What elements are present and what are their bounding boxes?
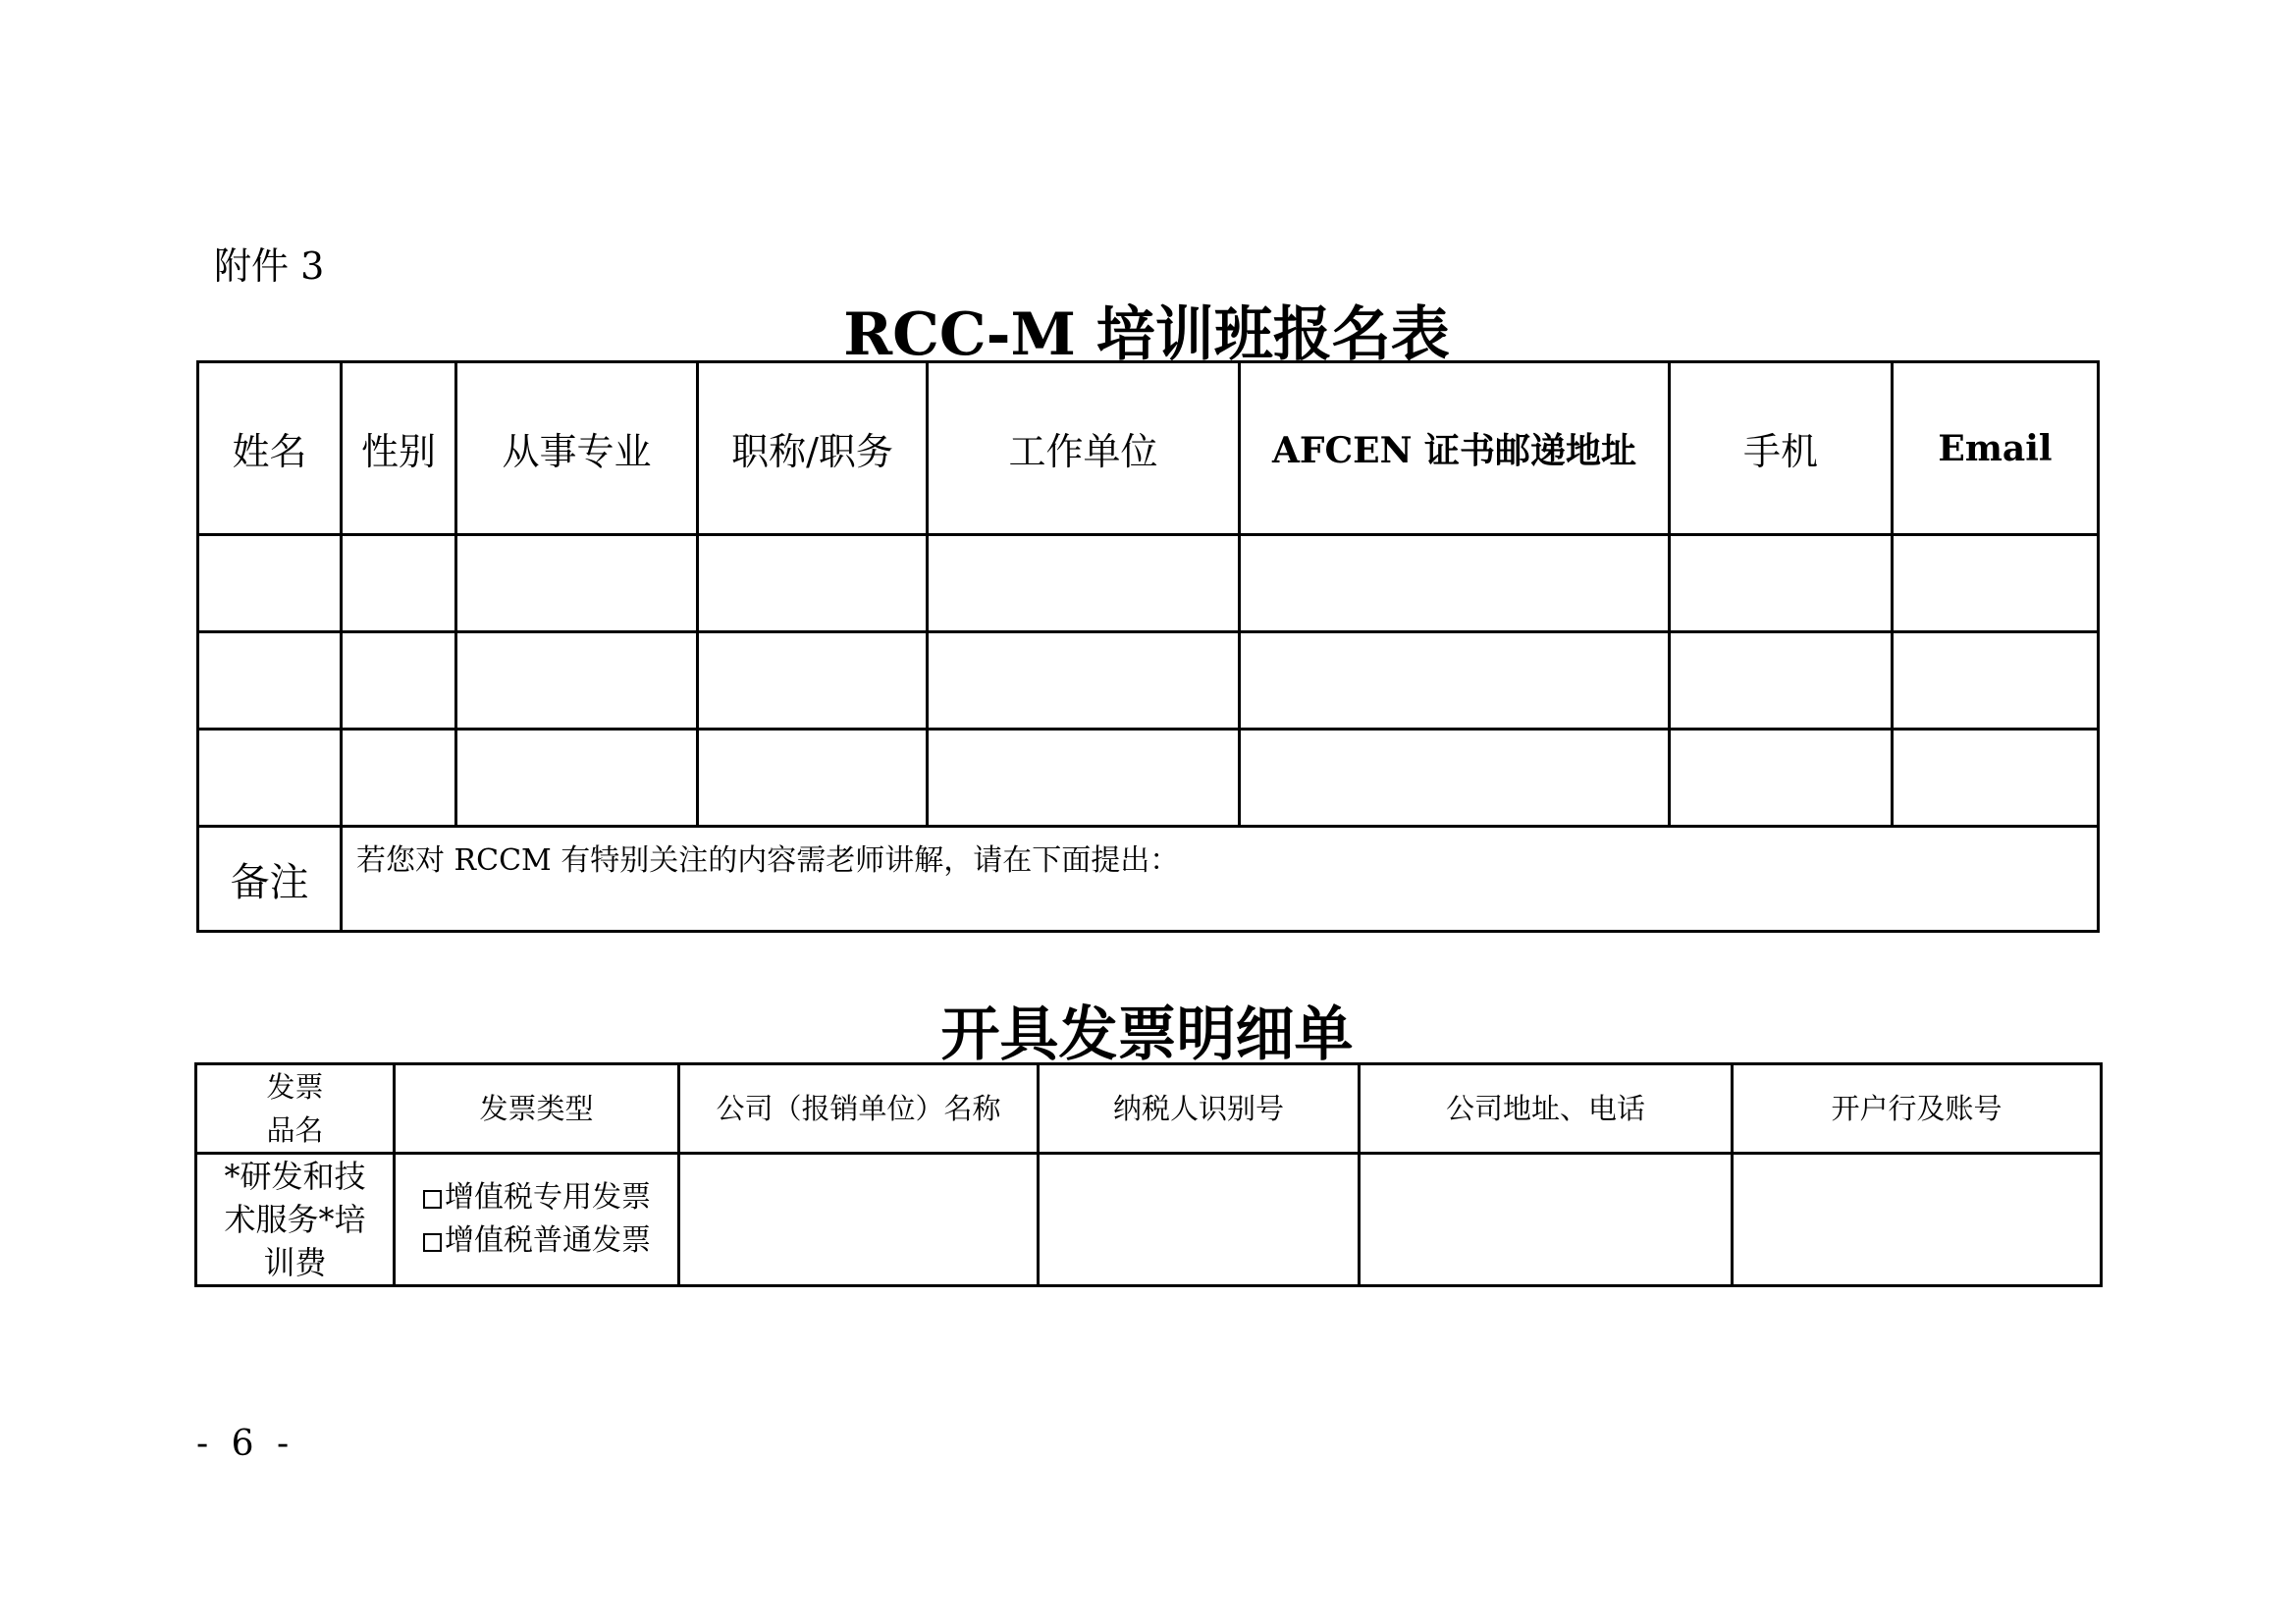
taxpayer-id-cell[interactable] bbox=[1039, 1154, 1360, 1286]
special-vat-invoice-label: 增值税专用发票 bbox=[445, 1180, 651, 1215]
remarks-prompt: 若您对 RCCM 有特别关注的内容需老师讲解，请在下面提出： bbox=[356, 843, 1180, 878]
invoice-table bbox=[194, 1062, 2103, 1287]
invoice-item-line: 训费 bbox=[263, 1244, 327, 1281]
employer-cell[interactable] bbox=[928, 632, 1240, 730]
title-position-cell[interactable] bbox=[698, 730, 928, 827]
header-specialty: 从事专业 bbox=[456, 362, 698, 535]
table-row bbox=[196, 1154, 2102, 1286]
employer-cell[interactable] bbox=[928, 730, 1240, 827]
header-mobile: 手机 bbox=[1670, 362, 1893, 535]
email-cell[interactable] bbox=[1893, 632, 2099, 730]
certificate-address-cell[interactable] bbox=[1240, 730, 1670, 827]
certificate-address-cell[interactable] bbox=[1240, 632, 1670, 730]
certificate-address-cell[interactable] bbox=[1240, 535, 1670, 632]
header-title-position: 职称/职务 bbox=[698, 362, 928, 535]
general-vat-invoice-label: 增值税普通发票 bbox=[445, 1223, 651, 1258]
invoice-header-row bbox=[196, 1064, 2102, 1154]
checkbox-icon[interactable] bbox=[423, 1233, 442, 1252]
invoice-item-line: 术服务*培 bbox=[224, 1201, 366, 1238]
specialty-cell[interactable] bbox=[456, 535, 698, 632]
specialty-cell[interactable] bbox=[456, 632, 698, 730]
name-cell[interactable] bbox=[198, 730, 342, 827]
header-company-address-phone: 公司地址、电话 bbox=[1360, 1064, 1733, 1154]
table-row bbox=[198, 730, 2099, 827]
name-cell[interactable] bbox=[198, 535, 342, 632]
header-invoice-type: 发票类型 bbox=[395, 1064, 679, 1154]
table-row bbox=[198, 535, 2099, 632]
header-taxpayer-id: 纳税人识别号 bbox=[1039, 1064, 1360, 1154]
invoice-type-cell bbox=[395, 1154, 679, 1286]
registration-header-row bbox=[198, 362, 2099, 535]
gender-cell[interactable] bbox=[342, 730, 456, 827]
remarks-field[interactable] bbox=[342, 827, 2099, 932]
attachment-label: 附件 3 bbox=[214, 244, 325, 288]
header-company-name: 公司（报销单位）名称 bbox=[679, 1064, 1039, 1154]
table-row bbox=[198, 632, 2099, 730]
header-email: Email bbox=[1893, 362, 2099, 535]
registration-form-title: RCC-M 培训班报名表 bbox=[843, 300, 1450, 369]
special-vat-invoice-option[interactable] bbox=[423, 1176, 677, 1219]
specialty-cell[interactable] bbox=[456, 730, 698, 827]
header-invoice-item bbox=[196, 1064, 395, 1154]
checkbox-icon[interactable] bbox=[423, 1190, 442, 1209]
registration-table bbox=[196, 360, 2100, 933]
header-employer: 工作单位 bbox=[928, 362, 1240, 535]
gender-cell[interactable] bbox=[342, 535, 456, 632]
email-cell[interactable] bbox=[1893, 730, 2099, 827]
header-bank-account: 开户行及账号 bbox=[1733, 1064, 2102, 1154]
invoice-item-name-cell bbox=[196, 1154, 395, 1286]
page-number: - 6 - bbox=[196, 1424, 295, 1464]
name-cell[interactable] bbox=[198, 632, 342, 730]
bank-account-cell[interactable] bbox=[1733, 1154, 2102, 1286]
employer-cell[interactable] bbox=[928, 535, 1240, 632]
header-certificate-address: AFCEN 证书邮递地址 bbox=[1240, 362, 1670, 535]
company-address-phone-cell[interactable] bbox=[1360, 1154, 1733, 1286]
mobile-cell[interactable] bbox=[1670, 730, 1893, 827]
mobile-cell[interactable] bbox=[1670, 535, 1893, 632]
email-cell[interactable] bbox=[1893, 535, 2099, 632]
mobile-cell[interactable] bbox=[1670, 632, 1893, 730]
remarks-row bbox=[198, 827, 2099, 932]
gender-cell[interactable] bbox=[342, 632, 456, 730]
header-gender: 性别 bbox=[342, 362, 456, 535]
title-position-cell[interactable] bbox=[698, 632, 928, 730]
general-vat-invoice-option[interactable] bbox=[423, 1219, 677, 1263]
remarks-label: 备注 bbox=[198, 827, 342, 932]
title-position-cell[interactable] bbox=[698, 535, 928, 632]
invoice-item-line: *研发和技 bbox=[224, 1158, 366, 1195]
header-invoice-item-text: 发票品名 bbox=[266, 1070, 324, 1147]
invoice-form-title: 开具发票明细单 bbox=[940, 1001, 1354, 1069]
company-name-cell[interactable] bbox=[679, 1154, 1039, 1286]
header-name: 姓名 bbox=[198, 362, 342, 535]
